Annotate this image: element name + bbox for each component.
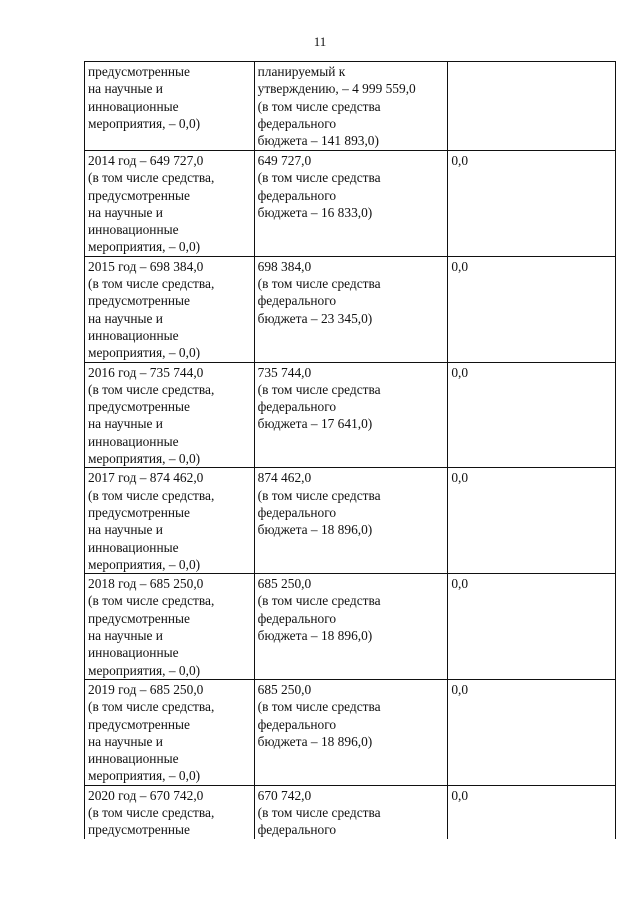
table-cell-period: 2018 год – 685 250,0 (в том числе средства, предусмотренные на научные и инновационные мероприятия, – 0,0) [85,574,255,680]
budget-table [84,61,616,839]
table-row [85,468,616,574]
table-cell-extra: 0,0 [448,256,616,362]
table-cell-period: 2015 год – 698 384,0 (в том числе средства, предусмотренные на научные и инновационные мероприятия, – 0,0) [85,256,255,362]
table-row [85,785,616,838]
table-row [85,574,616,680]
table-cell-amount: планируемый к утверждению, – 4 999 559,0 (в том числе средства федерального бюджета – 141 893,0) [254,62,448,151]
table-cell-amount: 874 462,0 (в том числе средства федерального бюджета – 18 896,0) [254,468,448,574]
table-cell-amount: 670 742,0 (в том числе средства федерального [254,785,448,838]
table-cell-period: 2016 год – 735 744,0 (в том числе средства, предусмотренные на научные и инновационные мероприятия, – 0,0) [85,362,255,468]
table-cell-amount: 685 250,0 (в том числе средства федерального бюджета – 18 896,0) [254,574,448,680]
table-row [85,679,616,785]
table-cell-extra [448,62,616,151]
table-row [85,62,616,151]
page-number: 11 [313,34,327,49]
table-cell-extra: 0,0 [448,574,616,680]
table-row [85,256,616,362]
table-cell-period: 2017 год – 874 462,0 (в том числе средства, предусмотренные на научные и инновационные мероприятия, – 0,0) [85,468,255,574]
table-cell-period: 2014 год – 649 727,0 (в том числе средства, предусмотренные на научные и инновационные мероприятия, – 0,0) [85,151,255,257]
table-cell-amount: 649 727,0 (в том числе средства федерального бюджета – 16 833,0) [254,151,448,257]
table-cell-amount: 685 250,0 (в том числе средства федерального бюджета – 18 896,0) [254,679,448,785]
table-cell-amount: 735 744,0 (в том числе средства федерального бюджета – 17 641,0) [254,362,448,468]
table-cell-extra: 0,0 [448,151,616,257]
table-cell-period: 2020 год – 670 742,0 (в том числе средства, предусмотренные [85,785,255,838]
table-cell-extra: 0,0 [448,468,616,574]
table-cell-amount: 698 384,0 (в том числе средства федерального бюджета – 23 345,0) [254,256,448,362]
table-cell-extra: 0,0 [448,362,616,468]
table-cell-period: 2019 год – 685 250,0 (в том числе средства, предусмотренные на научные и инновационные мероприятия, – 0,0) [85,679,255,785]
table-row [85,151,616,257]
table-cell-period: предусмотренные на научные и инновационные мероприятия, – 0,0) [85,62,255,151]
table-cell-extra: 0,0 [448,679,616,785]
table-row [85,362,616,468]
table-cell-extra: 0,0 [448,785,616,838]
